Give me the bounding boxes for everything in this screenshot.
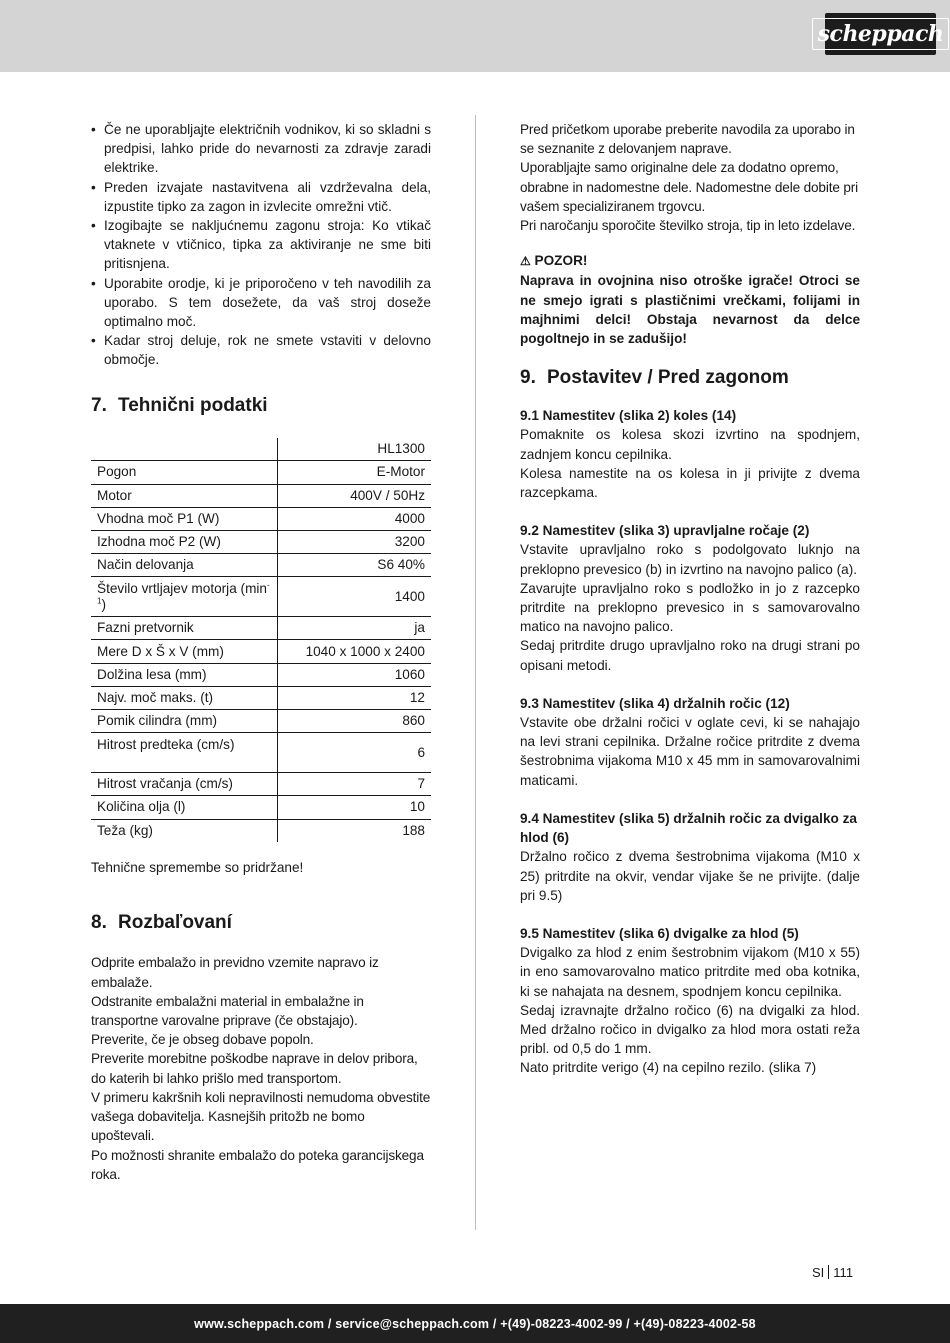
unpacking-text bbox=[91, 953, 431, 1183]
warning-triangle-icon: ⚠ bbox=[520, 254, 531, 269]
model-header: HL1300 bbox=[277, 438, 431, 461]
list-item: • Kadar stroj deluje, rok ne smete vstaviti v delovno območje. bbox=[91, 331, 431, 369]
paragraph: Pomaknite os kolesa skozi izvrtino na spodnjem, zadnjem koncu cepilnika. bbox=[520, 427, 860, 462]
warning-block bbox=[520, 251, 860, 348]
list-item: • Uporabite orodje, ki je priporočeno v teh navodilih za uporabo. S tem dosežete, da vaš stroj doseže optimalno moč. bbox=[91, 274, 431, 332]
paragraph: Preverite, če je obseg dobave popoln. bbox=[91, 1032, 314, 1048]
table-row: Teža (kg) 188 bbox=[91, 819, 431, 842]
tech-note: Tehnične spremembe so pridržane! bbox=[91, 860, 304, 876]
table-row: Število vrtljajev motorja $(\min^{-1})$ 1400 bbox=[91, 577, 431, 617]
paragraph: Po možnosti shranite embalažo do poteka garancijskega roka. bbox=[91, 1147, 424, 1182]
page-lang: SI bbox=[812, 1265, 825, 1280]
paragraph: Kolesa namestite na os kolesa in ji privijte z dvema razcepkama. bbox=[520, 465, 860, 501]
section-9-heading: 9. Postavitev / Pred zagonom bbox=[520, 367, 789, 389]
warning-title: ⚠ POZOR! bbox=[520, 251, 860, 271]
step-9-3 bbox=[520, 694, 860, 790]
table-row: Pogon E-Motor bbox=[91, 461, 431, 484]
warning-text: Naprava in ovojnina niso otroške igrače! Otroci se ne smejo igrati s plastičnimi vrečkami, folijami in majhnimi delci! Obstaja nevarnost da delce pogoltnejo in se zadušijo! bbox=[520, 273, 860, 347]
list-item: • Preden izvajate nastavitvena ali vzdrževalna dela, izpustite tipko za zagon in izvlecite omrežni vtič. bbox=[91, 178, 431, 216]
table-row: Mere D x Š x V (mm) 1040 x 1000 x 2400 bbox=[91, 640, 431, 663]
page-footer bbox=[0, 1304, 950, 1343]
step-heading: 9.2 Namestitev (slika 3) upravljalne ročaje (2) bbox=[520, 523, 810, 539]
step-9-4 bbox=[520, 809, 860, 905]
table-row: Način delovanja S6 40% bbox=[91, 554, 431, 577]
step-heading: 9.4 Namestitev (slika 5) držalnih ročic za dvigalko za hlod (6) bbox=[520, 810, 857, 846]
page-number bbox=[812, 1265, 853, 1280]
footer-contact: www.scheppach.com / service@scheppach.com / +(49)-08223-4002-99 / +(49)-08223-4002-58 bbox=[194, 1316, 756, 1331]
paragraph: Sedaj pritrdite drugo upravljalno roko na drugi strani po opisani metodi. bbox=[520, 638, 860, 673]
paragraph: Zavarujte upravljalno roko s podložko in jo z razcepko pritrdite na preklopno prevesico in s samovarovalno matico na navojno palico. bbox=[520, 580, 860, 635]
right-column bbox=[520, 120, 860, 1078]
step-9-5 bbox=[520, 924, 860, 1078]
table-row: Motor 400V / 50Hz bbox=[91, 484, 431, 507]
table-row: Vhodna moč P1 (W) 4000 bbox=[91, 507, 431, 530]
table-row: Dolžina lesa (mm) 1060 bbox=[91, 663, 431, 686]
column-divider bbox=[475, 115, 476, 1230]
left-column bbox=[91, 120, 431, 1184]
safety-bullets bbox=[91, 120, 431, 370]
paragraph: Pred pričetkom uporabe preberite navodila za uporabo in se seznanite z delovanjem naprave. bbox=[520, 122, 855, 157]
step-heading: 9.5 Namestitev (slika 6) dvigalke za hlod (5) bbox=[520, 925, 799, 941]
section-8-heading: 8. Rozbaľovaní bbox=[91, 912, 232, 934]
paragraph: Pri naročanju sporočite številko stroja, tip in leto izdelave. bbox=[520, 218, 856, 234]
paragraph: Odprite embalažo in previdno vzemite napravo iz embalaže. bbox=[91, 955, 379, 990]
list-item: • Izogibajte se nakljućnemu zagonu stroja: Ko vtikač vtaknete v vtičnico, tipka za aktiviranje ne sme biti pritisnjena. bbox=[91, 216, 431, 274]
paragraph: Vstavite upravljalno roko s podolgovato luknjo na preklopno prevesico (b) in izvrtino na navojno palico (a). bbox=[520, 542, 860, 577]
table-row: Najv. moč maks. (t) 12 bbox=[91, 686, 431, 709]
page-separator bbox=[828, 1265, 829, 1279]
step-9-2 bbox=[520, 521, 860, 675]
paragraph: Držalno ročico z dvema šestrobnima vijakoma (M10 x 25) pritrdite na okvir, vendar vijake še ne privijte. (dalje pri 9.5) bbox=[520, 849, 860, 903]
table-row: Izhodna moč P2 (W) 3200 bbox=[91, 530, 431, 553]
step-9-1 bbox=[520, 406, 860, 502]
intro-text bbox=[520, 120, 860, 235]
page-header bbox=[0, 0, 950, 72]
table-row: Fazni pretvornik ja bbox=[91, 617, 431, 640]
paragraph: V primeru kakršnih koli nepravilnosti nemudoma obvestite vašega dobavitelja. Kasnejših pritožb ne bomo upoštevali. bbox=[91, 1089, 431, 1144]
step-heading: 9.1 Namestitev (slika 2) koles (14) bbox=[520, 408, 737, 424]
paragraph: Odstranite embalažni material in embalažne in transportne varovalne priprave (če obstajajo). bbox=[91, 993, 364, 1029]
paragraph: Vstavite obe držalni ročici v oglate cevi, ki se nahajajo na levi strani cepilnika. Držalne ročice pritrdite z dvema šestrobnima vijakoma M10 x 45 mm in samovarovalnimi maticami. bbox=[520, 715, 860, 788]
table-row: Hitrost vračanja (cm/s) 7 bbox=[91, 773, 431, 796]
brand-name: scheppach bbox=[812, 18, 950, 50]
list-item: • Če ne uporabljajte električnih vodnikov, ki so skladni s predpisi, lahko pride do nevarnosti za zdravje zaradi elektrike. bbox=[91, 120, 431, 178]
paragraph: Preverite morebitne poškodbe naprave in delov pribora, do katerih bi lahko prišlo med transportom. bbox=[91, 1051, 418, 1086]
table-row: Pomik cilindra (mm) 860 bbox=[91, 710, 431, 733]
table-row: Količina olja (l) 10 bbox=[91, 796, 431, 819]
step-heading: 9.3 Namestitev (slika 4) držalnih ročic (12) bbox=[520, 695, 790, 711]
paragraph: Dvigalko za hlod z enim šestrobnim vijakom (M10 x 55) in eno samovarovalno matico pritrdite med oba kotnika, ki se nahajata na desnem, spodnjem koncu cepilnika. bbox=[520, 945, 860, 999]
page-num: 111 bbox=[833, 1265, 854, 1280]
brand-logo bbox=[817, 13, 944, 55]
paragraph: Nato pritrdite verigo (4) na cepilno rezilo. (slika 7) bbox=[520, 1060, 817, 1076]
paragraph: Sedaj izravnajte držalno ročico (6) na dvigalki za hlod. Med držalno ročico in dvigalko za hlod mora ostati reža pribl. od 0,5 do 1 mm. bbox=[520, 1002, 860, 1057]
table-row: Hitrost predteka (cm/s) 6 bbox=[91, 733, 431, 773]
section-7-heading: 7. Tehnični podatki bbox=[91, 394, 268, 416]
spec-table bbox=[91, 438, 431, 843]
table-row bbox=[91, 438, 431, 461]
paragraph: Uporabljajte samo originalne dele za dodatno opremo, obrabne in nadomestne dele. Nadomestne dele dobite pri vašem specializiranem trgovcu. bbox=[520, 160, 859, 214]
